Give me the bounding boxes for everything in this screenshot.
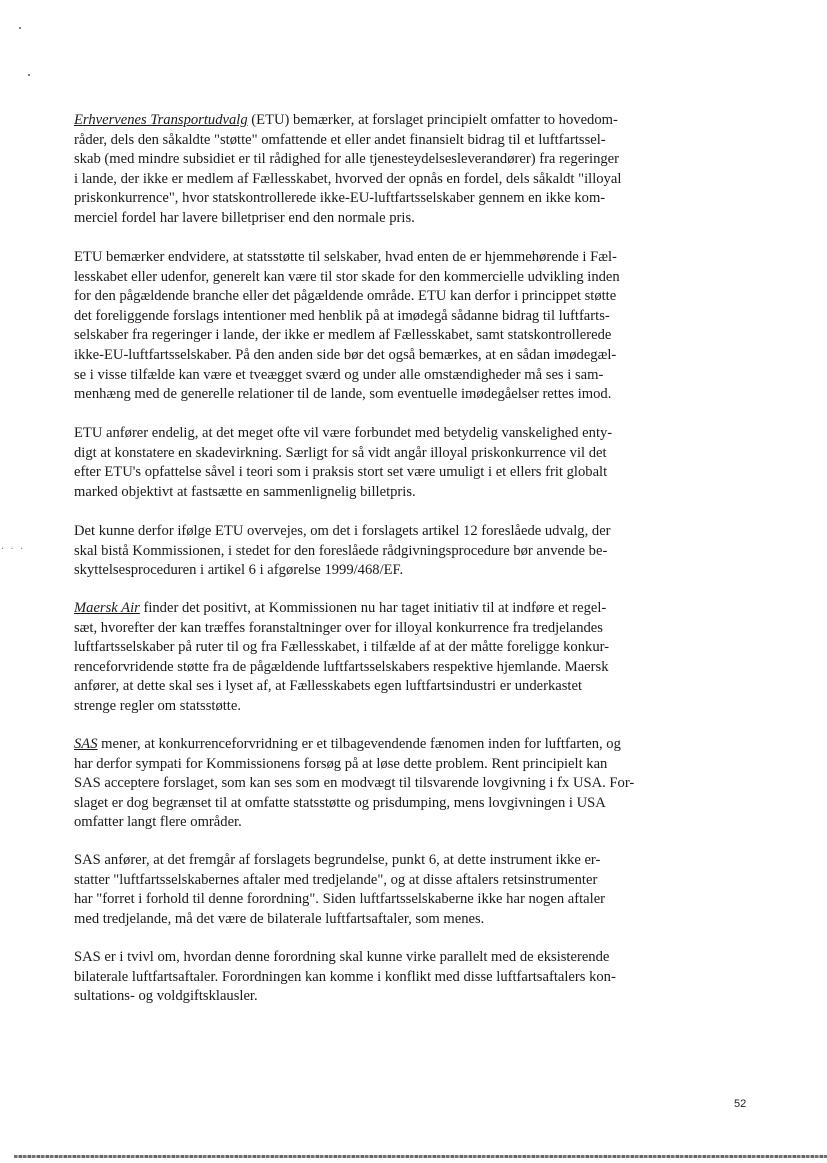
paragraph-etu-intro: Erhvervenes Transportudvalg (ETU) bemærker, at forslaget principielt omfatter to hovedom- råder, dels den såkaldte "støtte" omfattende et eller andet finansielt bidrag til et luftfartssel- skab (med mindre subsidiet er til rådighed for alle tjenesteydelsesleverandører) fra regeringer i lande, der ikke er medlem af Fællesskabet, hvorved der opnås en fordel, dels såkaldt "illoyal priskonkurrence", hvor statskontrollerede ikke-EU-luftfartsselskaber gennem en ikke kom- merciel fordel har lavere billetpriser end den normale pris.	[74, 112, 622, 226]
paragraph-etu-udvalg: Det kunne derfor ifølge ETU overvejes, om det i forslagets artikel 12 foreslåede udvalg, der skal bistå Kommissionen, i stedet for den foreslåede rådgivningsprocedure bør anvende be- skyttelsesproceduren i artikel 6 i afgørelse 1999/468/EF.	[74, 523, 611, 579]
organisation-name-sas: SAS	[74, 736, 98, 752]
organisation-name-etu: Erhvervenes Transportudvalg	[74, 112, 248, 128]
scan-speck	[28, 74, 30, 76]
paragraph-maersk-air: Maersk Air finder det positivt, at Kommissionen nu har taget initiativ til at indføre et regel- sæt, hvorefter der kan træffes foranstaltninger over for illoyal konkurrence fra tredjelandes luftfartsselskaber på ruter til og fra Fællesskabet, i tilfælde af at der måtte foreligge konkur- renceforvridende støtte fra de pågældende luftfartsselskabers respektive hjemlande. Maersk anfører, at dette skal ses i lyset af, at Fællesskabets egen luftfartsindustri er underkastet strenge regler om statsstøtte.	[74, 600, 610, 714]
paragraph-etu-statsstotte: ETU bemærker endvidere, at statsstøtte til selskaber, hvad enten de er hjemmehørende i Fæl- lesskabet eller udenfor, generelt kan være til stor skade for den kommercielle udvikling inden for den pågældende branche eller det pågældende område. ETU kan derfor i princippet støtte det foreliggende forslags intentioner med henblik på at imødegå sådanne bidrag til luftfarts- selskaber fra regeringer i lande, der ikke er medlem af Fællesskabet, samt statskontrollerede ikke-EU-luftfartsselskaber. På den anden side bør det også bemærkes, at en sådan imødegæl- se i visse tilfælde kan være et tveægget sværd og under alle omstændigheder må ses i sam- menhæng med de generelle relationer til de lande, som eventuelle imødegåelser rettes imod.	[74, 249, 620, 403]
organisation-name-maersk: Maersk Air	[74, 600, 140, 616]
paragraph-sas-intro: SAS mener, at konkurrenceforvridning er et tilbagevendende fænomen inden for luftfarten, og har derfor sympati for Kommissionens forsøg på at løse dette problem. Rent principielt kan SAS acceptere forslaget, som kan ses som en modvægt til tilsvarende lovgivning i fx USA. For- slaget er dog begrænset til at omfatte statsstøtte og prisdumping, mens lovgivningen i USA omfatter langt flere områder.	[74, 736, 635, 831]
scan-bottom-edge	[14, 1155, 827, 1158]
paragraph-sas-begrundelse: SAS anfører, at det fremgår af forslagets begrundelse, punkt 6, at dette instrument ikke er- statter "luftfartsselskabernes aftaler med tredjelande", og at disse aftalers retsinstrumenter har "forret i forhold til denne forordning". Siden luftfartsselskaberne ikke har nogen aftaler med tredjelande, må det være de bilaterale luftfartsaftaler, som menes.	[74, 852, 606, 927]
scan-speck	[19, 27, 21, 29]
paragraph-etu-endelig: ETU anfører endelig, at det meget ofte vil være forbundet med betydelig vanskelighed enty- digt at konstatere en skadevirkning. Særligt for så vidt angår illoyal priskonkurrence vil det efter ETU's opfattelse såvel i teori som i praksis stort set være umuligt i et ellers frit globalt marked objektivt at fastsætte en sammenlignelig billetpris.	[74, 425, 613, 500]
scan-margin-dots: · · ·	[0, 544, 25, 553]
page-number: 52	[734, 1098, 747, 1110]
paragraph-sas-tvivl: SAS er i tvivl om, hvordan denne forordning skal kunne virke parallelt med de eksisterende bilaterale luftfartsaftaler. Forordningen kan komme i konflikt med disse luftfartsaftalers kon- sultations- og voldgiftsklausler.	[74, 949, 616, 1005]
